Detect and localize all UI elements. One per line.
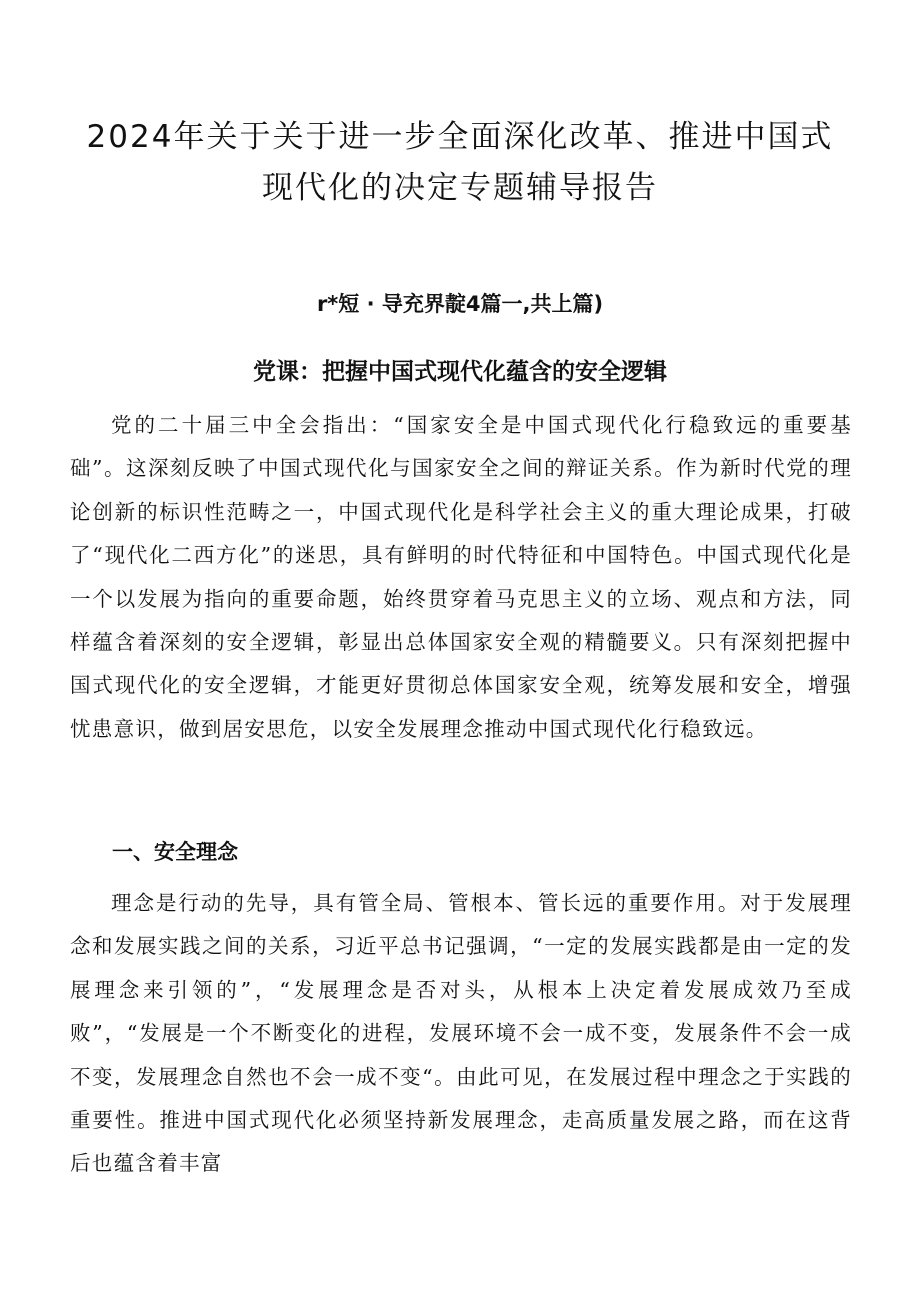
title-line-2: 现代化的决定专题辅导报告 <box>262 170 658 206</box>
paragraph-intro: 党的二十届三中全会指出：“国家安全是中国式现代化行稳致远的重要基础”。这深刻反映了中国式现代化与国家安全之间的辩证关系。作为新时代党的理论创新的标识性范畴之一，中国式现代化是科学社会主义的重大理论成果，打破了“现代化二西方化”的迷思，具有鲜明的时代特征和中国特色。中国式现代化是一个以发展为指向的重要命题，始终贯穿着马克思主义的立场、观点和方法，同样蕴含着深刻的安全逻辑，彰显出总体国家安全观的精髓要义。只有深刻把握中国式现代化的安全逻辑，才能更好贯彻总体国家安全观，统筹发展和安全，增强忧患意识，做到居安思危，以安全发展理念推动中国式现代化行稳致远。 <box>70 413 852 741</box>
document-title <box>70 112 850 214</box>
document-subtitle: r*短 · 导充界靛4篇一,共上篇) <box>316 292 604 316</box>
paragraph-security-concept: 理念是行动的先导，具有管全局、管根本、管长远的重要作用。对于发展理念和发展实践之间的关系，习近平总书记强调，“一定的发展实践都是由一定的发展理念来引领的”，“发展理念是否对头，从根本上决定着发展成效乃至成败”，“发展是一个不断变化的进程，发展环境不会一成不变，发展条件不会一成不变，发展理念自然也不会一成不变“。由此可见，在发展过程中理念之于实践的重要性。推进中国式现代化必须坚持新发展理念，走高质量发展之路，而在这背后也蕴含着丰富 <box>70 891 852 1176</box>
lecture-heading: 党课：把握中国式现代化蕴含的安全逻辑 <box>253 359 667 385</box>
section-heading-1: 一、安全理念 <box>112 840 238 864</box>
title-line-1: 2024年关于关于进一步全面深化改革、推进中国式 <box>86 119 834 155</box>
